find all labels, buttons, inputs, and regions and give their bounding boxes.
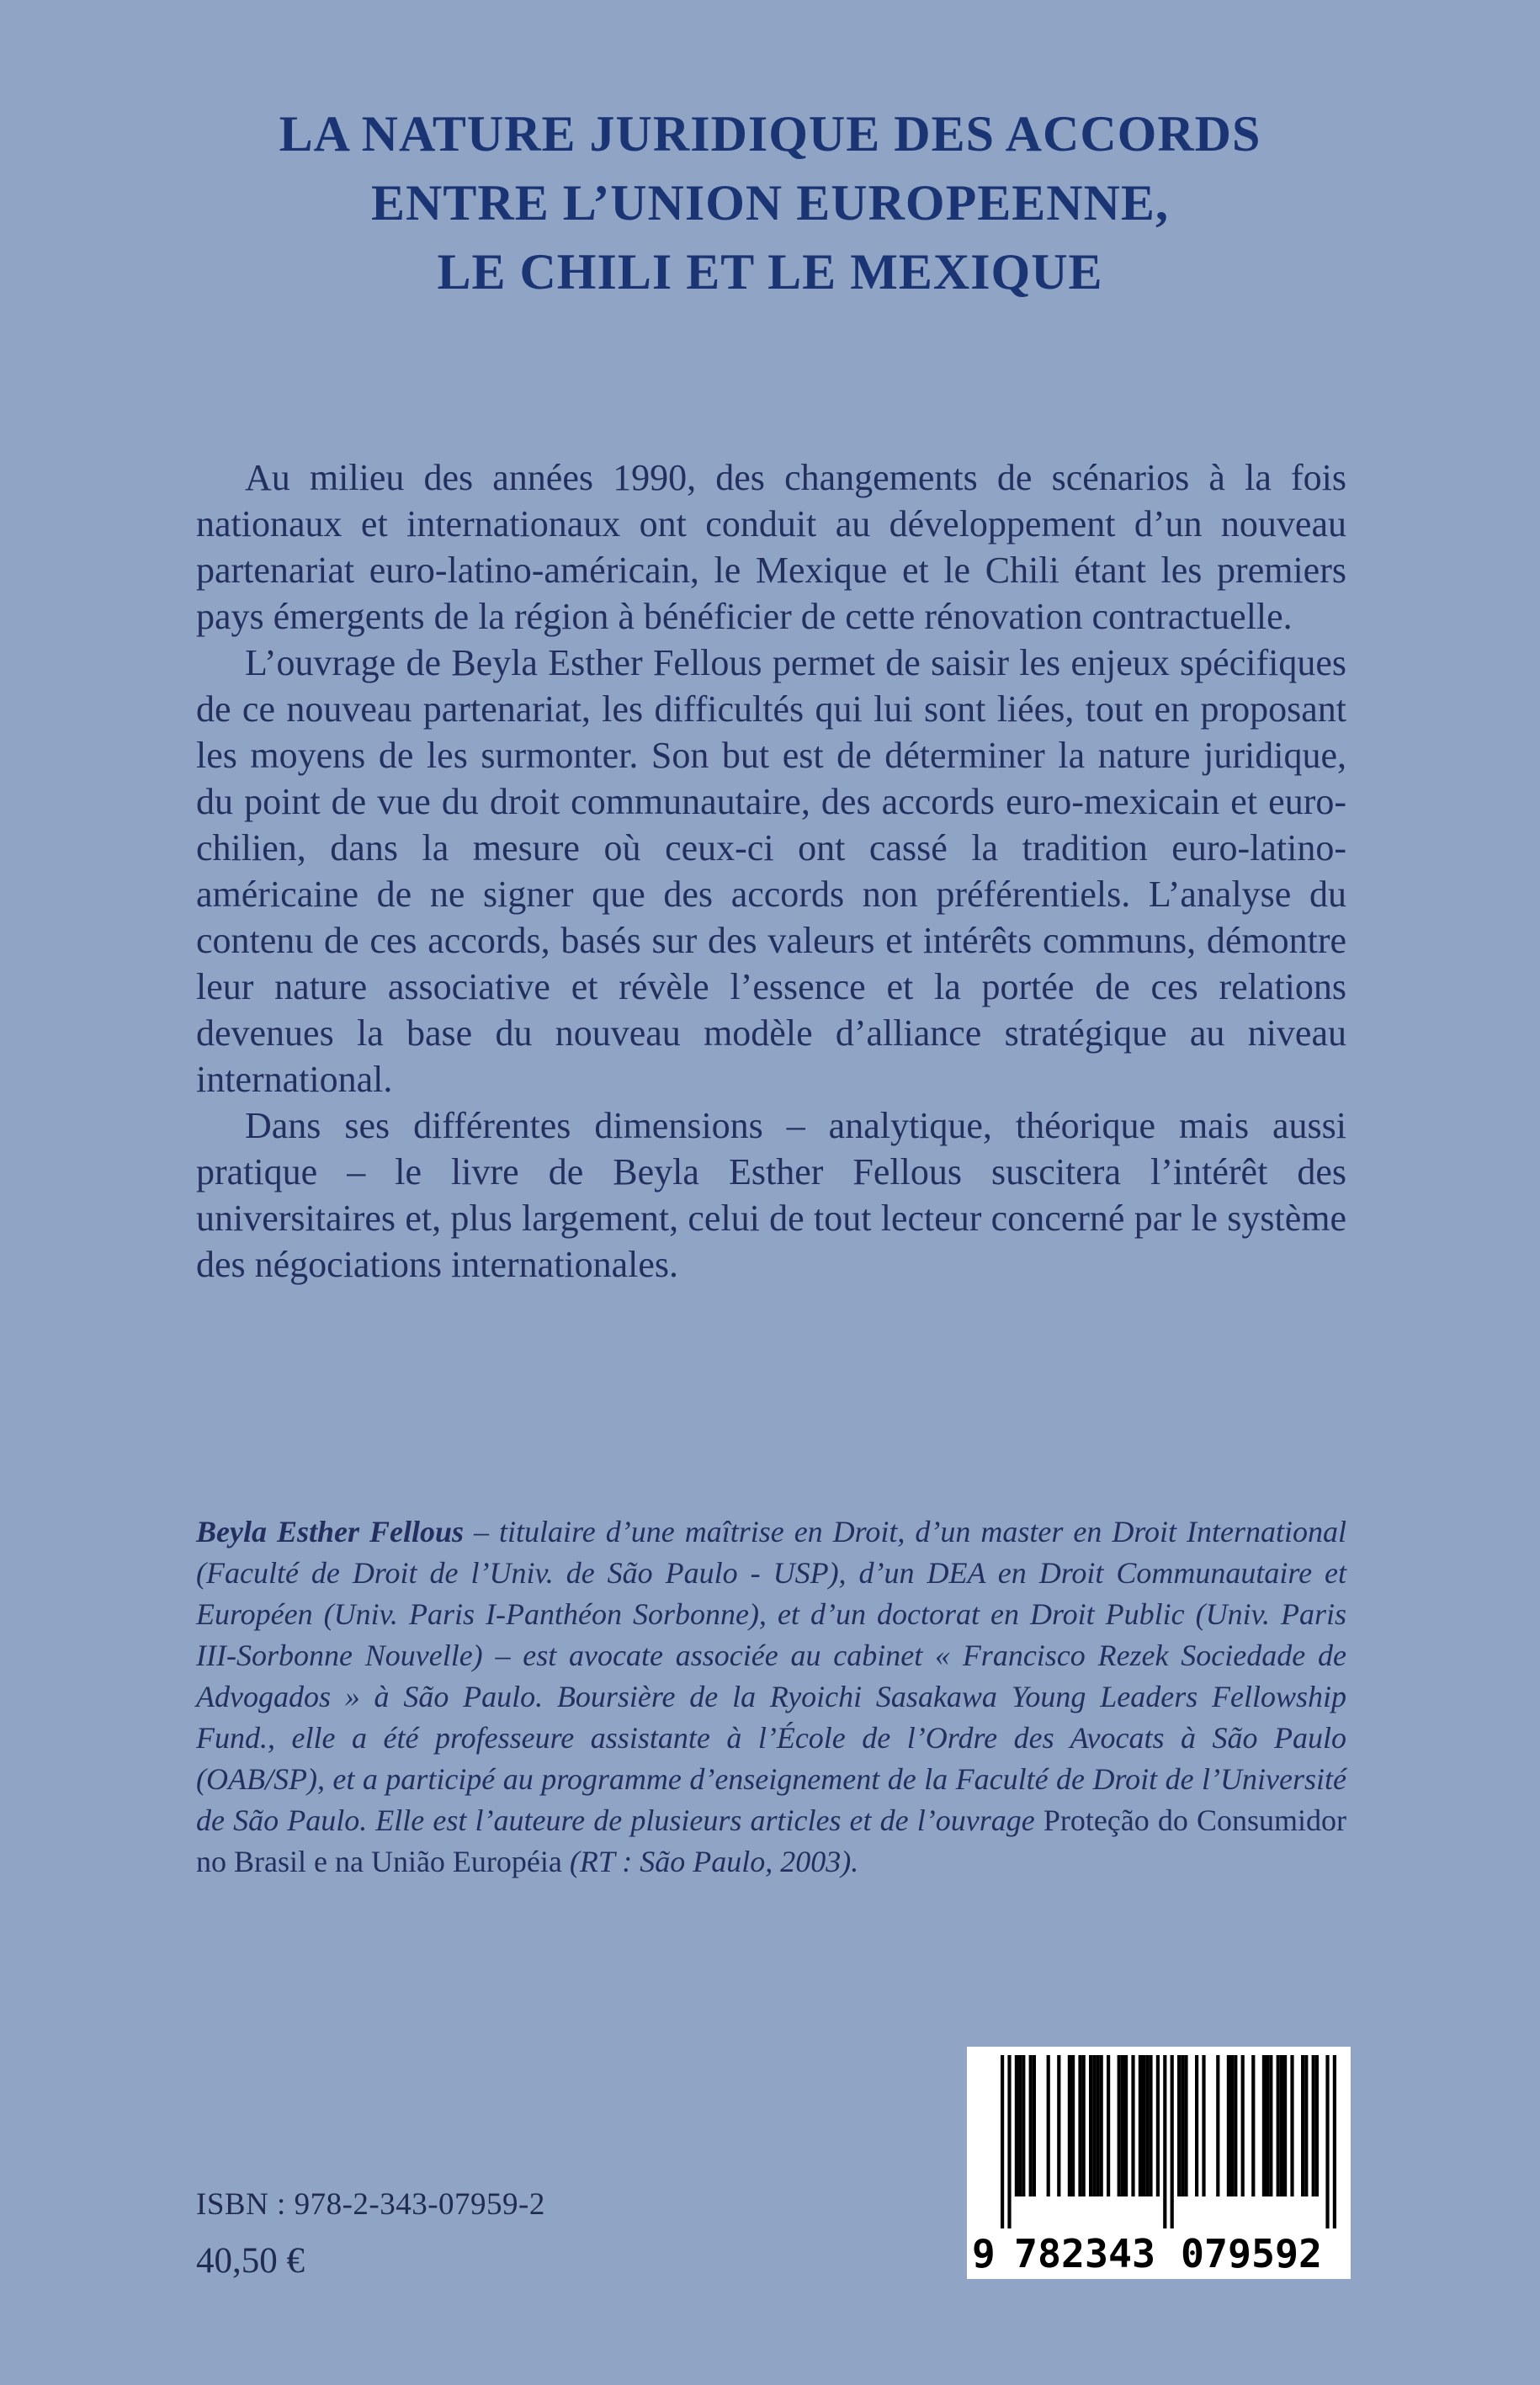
- price-text: 40,50 €: [196, 2241, 305, 2281]
- book-title-line-3: LE CHILI ET LE MEXIQUE: [437, 244, 1103, 300]
- author-bio: [196, 1511, 1346, 1883]
- book-title-line-1: LA NATURE JURIDIQUE DES ACCORDS: [279, 106, 1261, 162]
- synopsis-paragraph-3: Dans ses différentes dimensions – analytique, théorique mais aussi pratique – le livre de Beyla Esther Fellous suscitera l’intérêt des universitaires et, plus largement, celui de tout lecteur concerné par le système des négociations internationales.: [196, 1105, 1346, 1285]
- synopsis: [196, 454, 1346, 1288]
- bio-segment: Proteção do Consumidor no Brasil e na União Européia: [196, 1803, 1346, 1878]
- ean13-barcode-graphic: [967, 2047, 1351, 2279]
- barcode-digits: 079592: [1181, 2231, 1322, 2276]
- book-title-line-2: ENTRE L’UNION EUROPEENNE,: [371, 175, 1169, 231]
- synopsis-paragraph-2: L’ouvrage de Beyla Esther Fellous permet de saisir les enjeux spécifiques de ce nouveau partenariat, les difficultés qui lui sont liées, tout en proposant les moyens de les surmonter. Son but est de déterminer la nature juridique, du point de vue du droit communautaire, des accords euro-mexicain et euro-chilien, dans la mesure où ceux-ci ont cassé la tradition euro-latino-américaine de ne signer que des accords non préférentiels. L’analyse du contenu de ces accords, basés sur des valeurs et intérêts communs, démontre leur nature associative et révèle l’essence et la portée de ces relations devenues la base du nouveau modèle d’alliance stratégique au niveau international.: [196, 642, 1346, 1100]
- isbn-text: ISBN : 978-2-343-07959-2: [196, 2187, 545, 2222]
- bio-segment: – titulaire d’une maîtrise en Droit, d’un master en Droit International (Faculté de Droit de l’Univ. de São Paulo - USP), d’un DEA en Droit Communautaire et Européen (Univ. Paris I-Panthéon Sorbonne), et d’un doctorat en Droit Public (Univ. Paris III-Sorbonne Nouvelle) – est avocate associée au cabinet « Francisco Rezek Sociedade de Advogados » à São Paulo. Boursière de la Ryoichi Sasakawa Young Leaders Fellowship Fund., elle a été professeure assistante à l’École de l’Ordre des Avocats à São Paulo (OAB/SP), et a participé au programme d’enseignement de la Faculté de Droit de l’Université de São Paulo. Elle est l’auteure de plusieurs articles et de l’ouvrage: [196, 1515, 1346, 1837]
- book-title: [0, 99, 1540, 306]
- barcode-digits: 9: [972, 2231, 996, 2276]
- bio-segment: Beyla Esther Fellous: [196, 1515, 465, 1548]
- barcode-digits: 782343: [1014, 2231, 1155, 2276]
- bio-segment: (RT : São Paulo, 2003).: [569, 1845, 859, 1878]
- barcode: [967, 2047, 1351, 2279]
- synopsis-paragraph-1: Au milieu des années 1990, des changements de scénarios à la fois nationaux et internationaux ont conduit au développement d’un nouveau partenariat euro-latino-américain, le Mexique et le Chili étant les premiers pays émergents de la région à bénéficier de cette rénovation contractuelle.: [196, 457, 1346, 637]
